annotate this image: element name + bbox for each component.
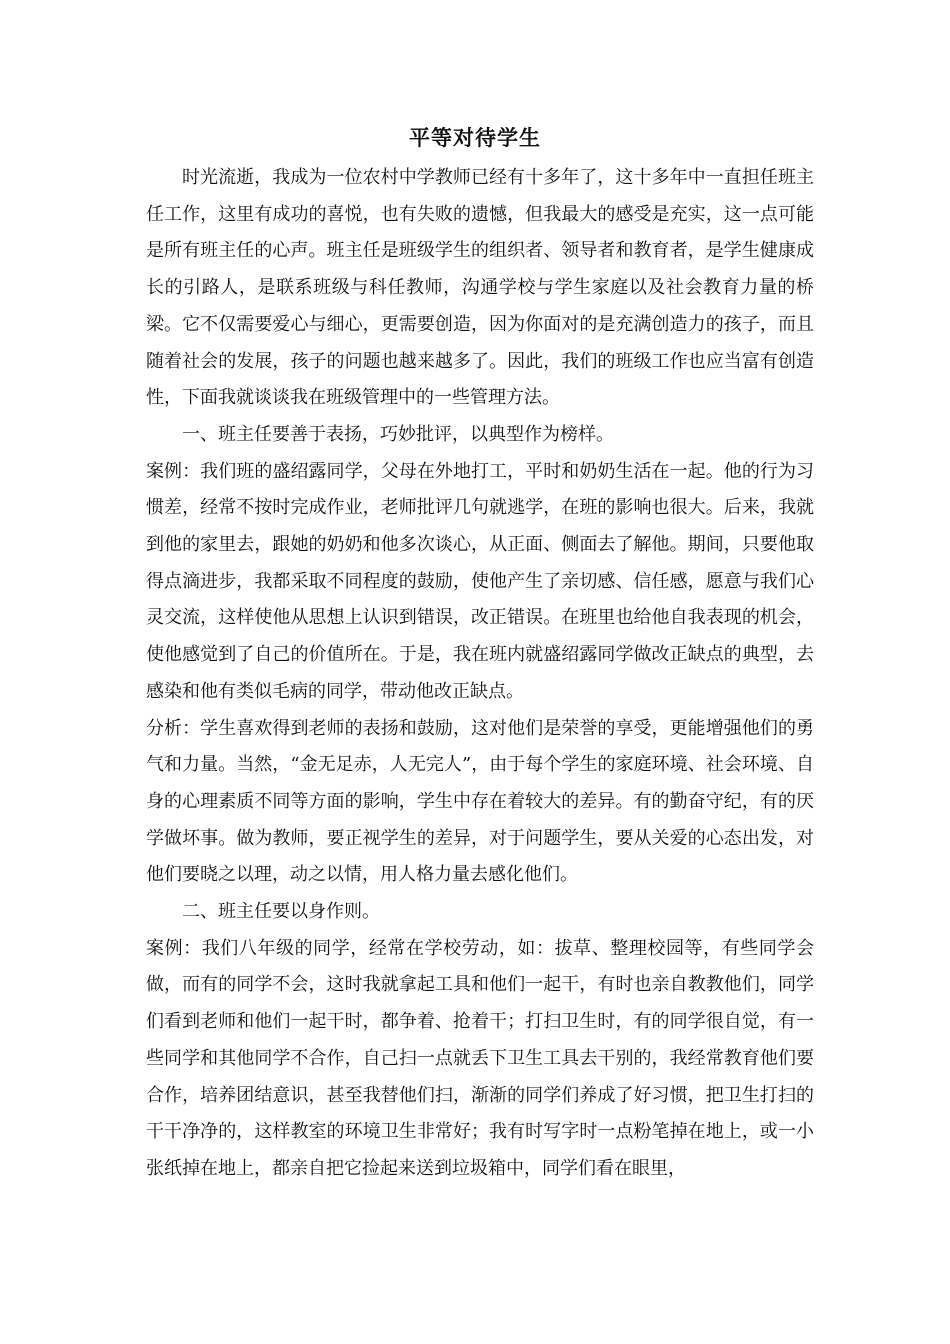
case-paragraph-1: 案例：我们班的盛绍露同学，父母在外地打工，平时和奶奶生活在一起。他的行为习惯差，经常不按时完成作业，老师批评几句就逃学，在班的影响也很大。后来，我就到他的家里去，跟她的奶奶和他多次谈心，从正面、侧面去了解他。期间，只要他取得点滴进步，我都采取不同程度的鼓励，使他产生了亲切感、信任感，愿意与我们心灵交流，这样使他从思想上认识到错误，改正错误。在班里也给他自我表现的机会，使他感觉到了自己的价值所在。于是，我在班内就盛绍露同学做改正缺点的典型，去感染和他有类似毛病的同学，带动他改正缺点。: [146, 460, 814, 702]
document-title: 平等对待学生: [409, 126, 541, 150]
case-paragraph-2: 案例：我们八年级的同学，经常在学校劳动，如：拔草、整理校园等，有些同学会做，而有的同学不会，这时我就拿起工具和他们一起干，有时也亲自教教他们，同学们看到老师和他们一起干时，都争着、抢着干；打扫卫生时，有的同学很自觉，有一些同学和其他同学不合作，自己扫一点就丢下卫生工具去干别的，我经常教育他们要合作，培养团结意识，甚至我替他们扫，渐渐的同学们养成了好习惯，把卫生打扫的干干净净的，这样教室的环境卫生非常好；我有时写字时一点粉笔掉在地上，或一小张纸掉在地上，都亲自把它捡起来送到垃圾箱中，同学们看在眼里，: [146, 937, 814, 1179]
analysis-paragraph-1: 分析：学生喜欢得到老师的表扬和鼓励，这对他们是荣誉的享受，更能增强他们的勇气和力量。当然，“金无足赤，人无完人”，由于每个学生的家庭环境、社会环境、自身的心理素质不同等方面的影响，学生中存在着较大的差异。有的勤奋守纪，有的厌学做坏事。做为教师，要正视学生的差异，对于问题学生，要从关爱的心态出发，对他们要晓之以理，动之以情，用人格力量去感化他们。: [146, 717, 814, 886]
intro-paragraph: 时光流逝，我成为一位农村中学教师已经有十多年了，这十多年中一直担任班主任工作，这里有成功的喜悦，也有失败的遗憾，但我最大的感受是充实，这一点可能是所有班主任的心声。班主任是班级学生的组织者、领导者和教育者，是学生健康成长的引路人，是联系班级与科任教师，沟通学校与学生家庭以及社会教育力量的桥梁。它不仅需要爱心与细心，更需要创造，因为你面对的是充满创造力的孩子，而且随着社会的发展，孩子的问题也越来越多了。因此，我们的班级工作也应当富有创造性，下面我就谈谈我在班级管理中的一些管理方法。: [146, 167, 814, 409]
section-heading-2: 二、班主任要以身作则。: [182, 901, 380, 923]
section-heading-1: 一、班主任要善于表扬，巧妙批评，以典型作为榜样。: [182, 423, 614, 445]
document-body: [146, 160, 814, 1188]
